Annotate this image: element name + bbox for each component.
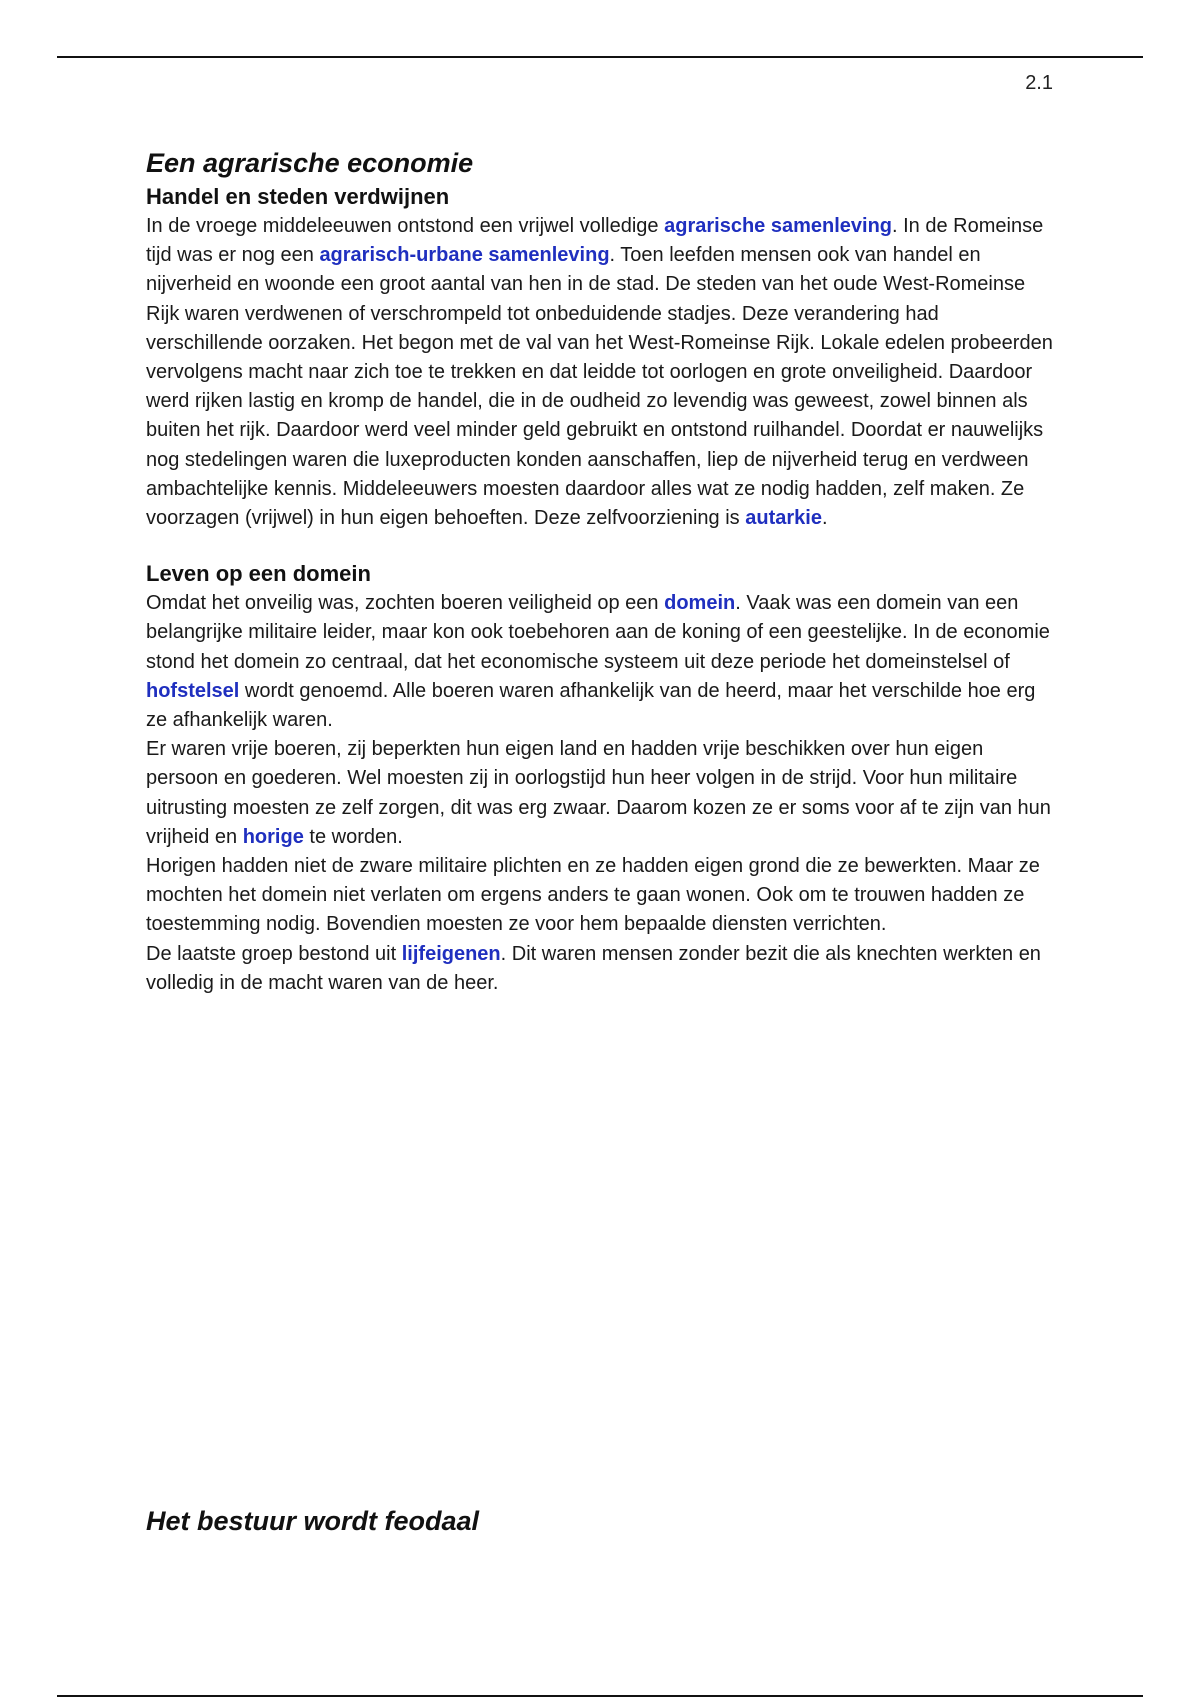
subheading-handel: Handel en steden verdwijnen xyxy=(146,184,450,209)
text-run: De laatste groep bestond uit xyxy=(146,942,402,965)
page-content xyxy=(146,144,1058,998)
text-run: . Toen leefden mensen ook van handel en nijverheid en woonde een groot aantal van hen in de stad. De steden van het oude West-Romeinse Rijk waren verdwenen of verschrompeld tot onbeduidende stadjes. Deze verandering had verschillende oorzaken. Het begon met de val van het West-Romeinse Rijk. Lokale edelen probeerden vervolgens macht naar zich toe te trekken en dat leidde tot oorlogen en grote onveiligheid. Daardoor werd rijken lastig en kromp de handel, die in de oudheid zo levendig was geweest, zowel binnen als buiten het rijk. Daardoor werd veel minder geld gebruikt en ontstond ruilhandel. Doordat er nauwelijks nog stedelingen waren die luxeproducten konden aanschaffen, liep de nijverheid terug en verdween ambachtelijke kennis. Middeleeuwers moesten daardoor alles wat ze nodig hadden, zelf maken. Ze voorzagen (vrijwel) in hun eigen behoeften. Deze zelfvoorziening is xyxy=(146,244,1053,530)
paragraph-domein xyxy=(146,589,1058,735)
text-run: . In de Romeinse tijd was er nog een xyxy=(146,215,1044,267)
section-title: Een agrarische economie xyxy=(146,148,474,178)
text-run: In de vroege middeleeuwen ontstond een vrijwel volledige xyxy=(146,215,665,237)
spacer xyxy=(146,533,1058,559)
term-domein: domein xyxy=(664,592,736,615)
term-hofstelsel: hofstelsel xyxy=(146,679,240,702)
text-run: wordt genoemd. Alle boeren waren afhankelijk van de heerd, maar het verschilde hoe erg ze afhankelijk waren. xyxy=(146,679,1036,732)
paragraph-handel xyxy=(146,212,1058,533)
next-section-title: Het bestuur wordt feodaal xyxy=(146,1506,480,1536)
text-run: Horigen hadden niet de zware militaire plichten en ze hadden eigen grond die ze bewerkten. Maar ze mochten het domein niet verlaten om ergens anders te gaan wonen. Ook om te trouwen hadden ze toestemming nodig. Bovendien moesten ze voor hem bepaalde diensten verrichten. xyxy=(146,855,1040,936)
bottom-rule xyxy=(57,1695,1143,1697)
term-agrarische-samenleving: agrarische samenleving xyxy=(664,215,892,237)
paragraph-lijfeigenen xyxy=(146,940,1058,998)
term-lijfeigenen: lijfeigenen xyxy=(401,942,501,965)
text-run: Omdat het onveilig was, zochten boeren veiligheid op een xyxy=(146,592,665,615)
subheading-domein: Leven op een domein xyxy=(146,561,371,587)
paragraph-vrije-boeren xyxy=(146,735,1058,852)
term-autarkie: autarkie xyxy=(745,507,822,530)
term-agrarisch-urbane-samenleving: agrarisch-urbane samenleving xyxy=(319,244,610,267)
term-horige: horige xyxy=(242,825,304,848)
text-run: Er waren vrije boeren, zij beperkten hun eigen land en hadden vrije beschikken over hun eigen persoon en goederen. Wel moesten zij in oorlogstijd hun heer volgen in de strijd. Voor hun militaire uitrusting moesten ze zelf zorgen, dit was erg zwaar. Daarom kozen ze er soms voor af te zijn van hun vrijheid en xyxy=(146,738,1051,848)
page-number: 2.1 xyxy=(1025,72,1053,94)
paragraph-horigen xyxy=(146,852,1058,940)
text-run: te worden. xyxy=(303,825,403,848)
text-run: . Dit waren mensen zonder bezit die als knechten werkten en volledig in de macht waren van de heer. xyxy=(146,942,1041,994)
text-run: . xyxy=(821,507,828,530)
top-rule xyxy=(57,56,1143,58)
text-run: . Vaak was een domein van een belangrijke militaire leider, maar kon ook toebehoren aan de koning of een geestelijke. In de economie stond het domein zo centraal, dat het economische systeem uit deze periode het domeinstelsel of xyxy=(146,592,1050,673)
